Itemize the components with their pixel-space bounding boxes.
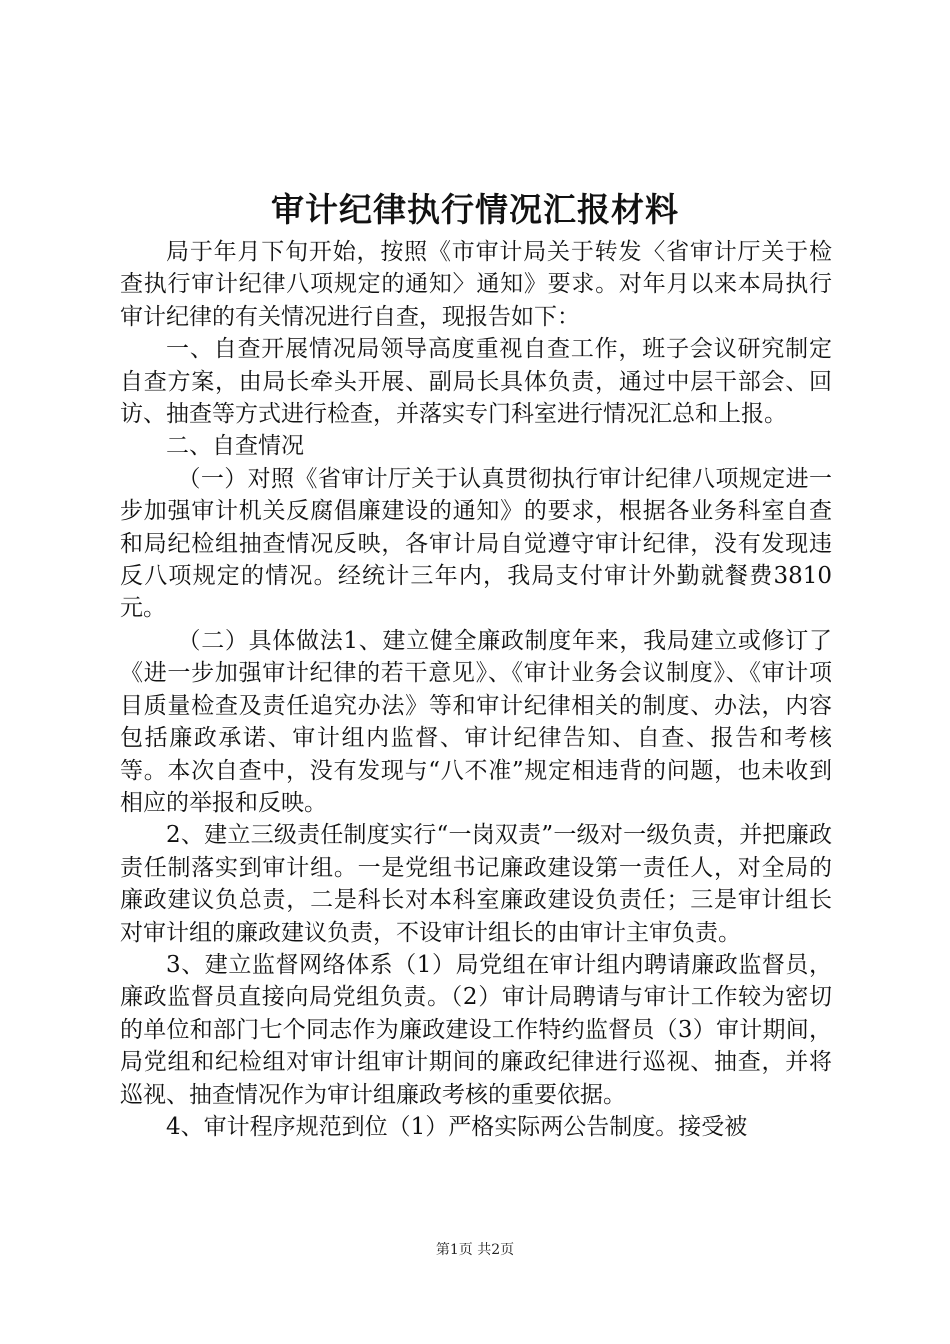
paragraph-item-4: 4、审计程序规范到位（1）严格实际两公告制度。接受被 xyxy=(166,1113,748,1140)
page-number-footer: 第1页 共2页 xyxy=(435,1242,515,1258)
document-body xyxy=(120,236,832,1143)
paragraph-intro: 局于年月下旬开始，按照《市审计局关于转发〈省审计厅关于检查执行审计纪律八项规定的通知〉通知》要求。对年月以来本局执行审计纪律的有关情况进行自查，现报告如下： xyxy=(120,239,832,330)
paragraph-subsection-2: （二）具体做法1、建立健全廉政制度年来，我局建立或修订了《进一步加强审计纪律的若干意见》、《审计业务会议制度》、《审计项目质量检查及责任追究办法》等和审计纪律相关的制度、办法，内容包括廉政承诺、审计组内监督、审计纪律告知、自查、报告和考核等。本次自查中，没有发现与“八不准”规定相违背的问题，也未收到相应的举报和反映。 xyxy=(120,627,832,816)
document-title: 审计纪律执行情况汇报材料 xyxy=(271,190,679,229)
paragraph-item-3: 3、建立监督网络体系（1）局党组在审计组内聘请廉政监督员，廉政监督员直接向局党组负责。（2）审计局聘请与审计工作较为密切的单位和部门七个同志作为廉政建设工作特约监督员（3）审计期间，局党组和纪检组对审计组审计期间的廉政纪律进行巡视、抽查，并将巡视、抽查情况作为审计组廉政考核的重要依据。 xyxy=(120,951,832,1108)
paragraph-item-2: 2、建立三级责任制度实行“一岗双责”一级对一级负责，并把廉政责任制落实到审计组。一是党组书记廉政建设第一责任人，对全局的廉政建议负总责，二是科长对本科室廉政建设负责任；三是审计组长对审计组的廉政建议负责，不设审计组长的由审计主审负责。 xyxy=(120,822,832,946)
paragraph-subsection-1: （一）对照《省审计厅关于认真贯彻执行审计纪律八项规定进一步加强审计机关反腐倡廉建设的通知》的要求，根据各业务科室自查和局纪检组抽查情况反映，各审计局自觉遵守审计纪律，没有发现违反八项规定的情况。经统计三年内，我局支付审计外勤就餐费3810元。 xyxy=(120,465,832,622)
paragraph-section-2-heading: 二、自查情况 xyxy=(166,433,304,460)
paragraph-section-1: 一、自查开展情况局领导高度重视自查工作，班子会议研究制定自查方案，由局长牵头开展、副局长具体负责，通过中层干部会、回访、抽查等方式进行检查，并落实专门科室进行情况汇总和上报。 xyxy=(120,336,832,428)
